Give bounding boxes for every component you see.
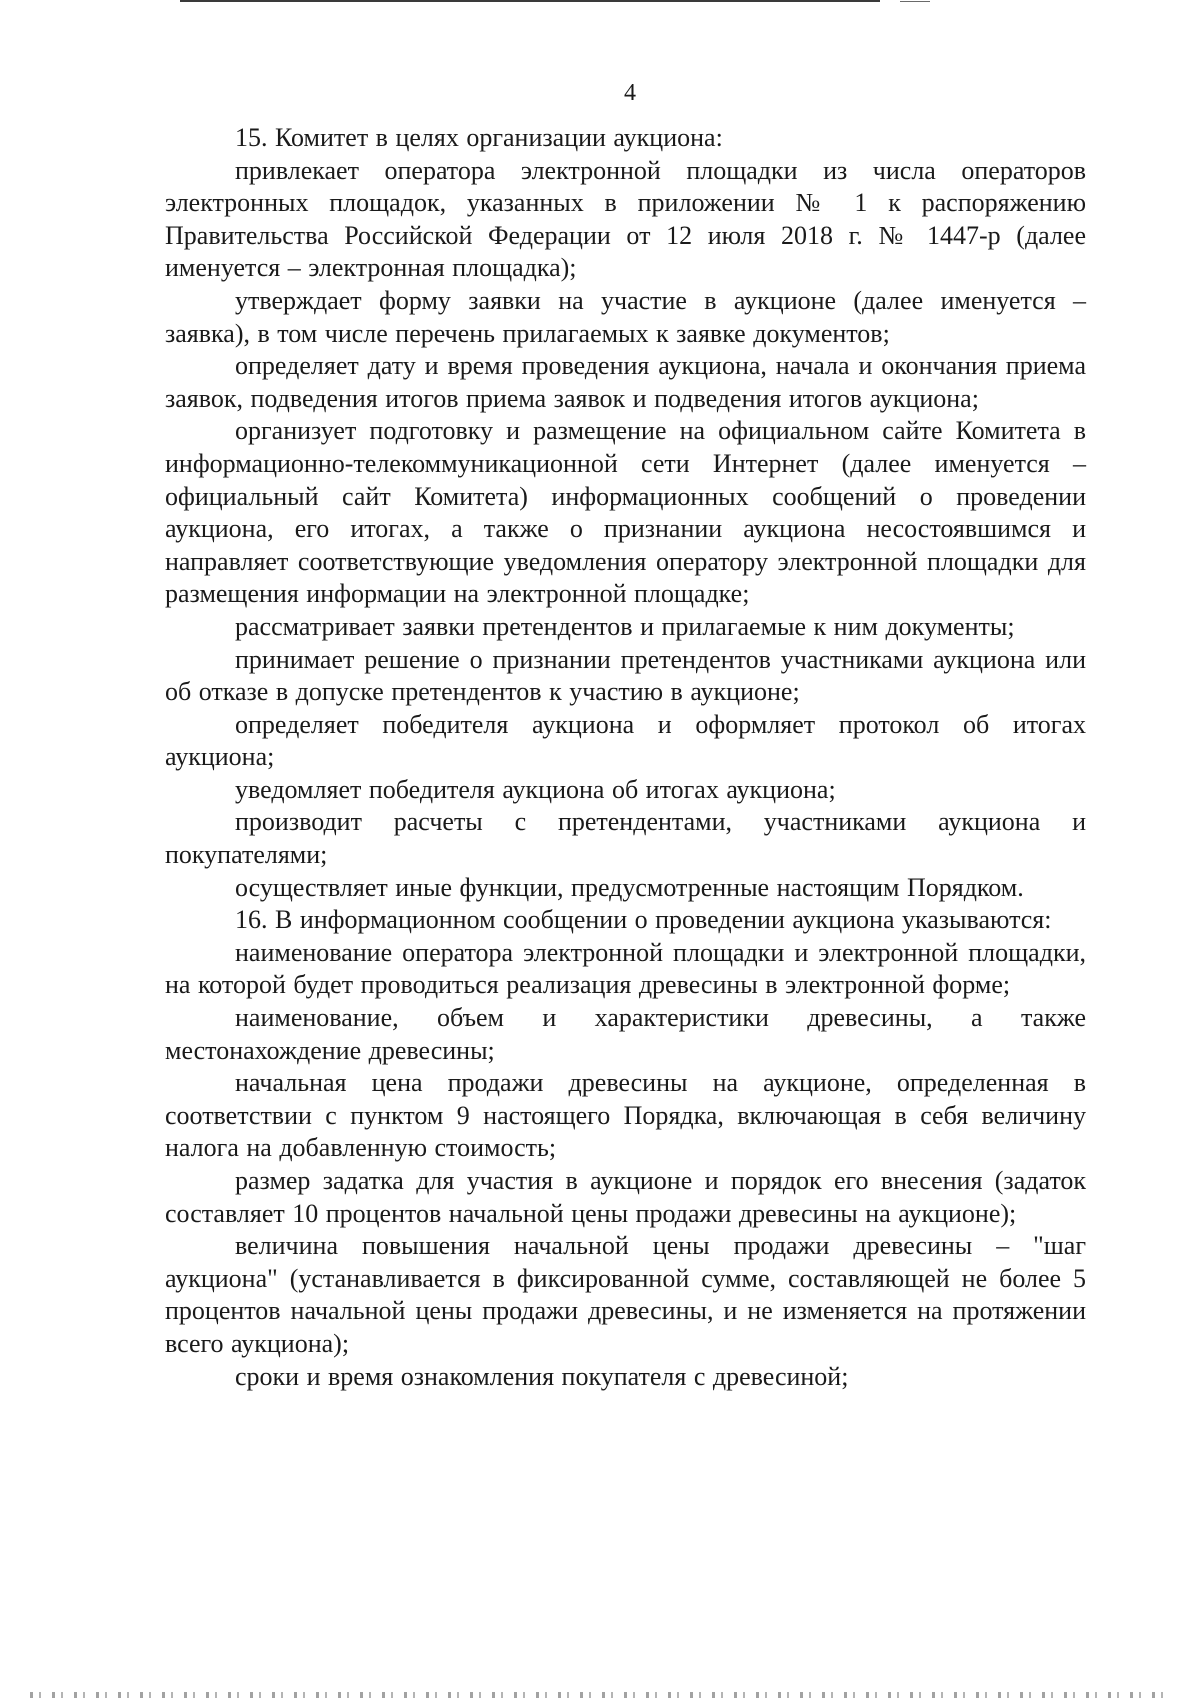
paragraph-wood-characteristics: наименование, объем и характеристики древесины, а также местонахождение древесины; xyxy=(165,1003,1086,1065)
paragraph-item-16: 16. В информационном сообщении о проведении аукциона указываются: xyxy=(235,905,1052,935)
paragraph-other-functions: осуществляет иные функции, предусмотренные настоящим Порядком. xyxy=(235,872,1024,902)
paragraph-settlements: производит расчеты с претендентами, участниками аукциона и покупателями; xyxy=(165,807,1086,870)
paragraph-winner: определяет победителя аукциона и оформляет протокол об итогах аукциона; xyxy=(165,709,1086,772)
scan-edge-top xyxy=(180,0,880,2)
paragraph-item-15: 15. Комитет в целях организации аукциона: xyxy=(235,123,723,152)
paragraph-platform-name: наименование оператора электронной площадки и электронной площадки, на которой будет проводиться реализация древесины в электронной форме; xyxy=(165,937,1086,1000)
paragraph-notify: уведомляет победителя аукциона об итогах аукциона; xyxy=(235,774,836,804)
paragraph-review: рассматривает заявки претендентов и прилагаемые к ним документы; xyxy=(235,611,1015,641)
scan-edge-top-mark xyxy=(900,1,930,2)
paragraph-dates: определяет дату и время проведения аукциона, начала и окончания приема заявок, подведения итогов приема заявок и подведения итогов аукциона; xyxy=(165,351,1086,413)
paragraph-inspection-terms: сроки и время ознакомления покупателя с древесиной; xyxy=(235,1361,849,1391)
paragraph-decision: принимает решение о признании претендентов участниками аукциона или об отказе в допуске претендентов к участию в аукционе; xyxy=(165,644,1086,707)
paragraph-deposit: размер задатка для участия в аукционе и порядок его внесения (задаток составляет 10 процентов начальной цены продажи древесины на аукционе); xyxy=(165,1166,1086,1228)
paragraph-publication: организует подготовку и размещение на официальном сайте Комитета в информационно-телекоммуникационной сети Интернет (далее именуется – официальный сайт Комитета) информационных сообщений о проведении аукциона, его итогах, а также о признании аукциона несостоявшимся и направляет соответствующие уведомления оператору электронной площадки для размещения информации на электронной площадке; xyxy=(165,416,1086,609)
scan-edge-bottom xyxy=(30,1692,1170,1698)
paragraph-operator: привлекает оператора электронной площадки из числа операторов электронных площадок, указанных в приложении № 1 к распоряжению Правительства Российской Федерации от 12 июля 2018 г. № 1447-р (далее именуется – электронная площадка); xyxy=(165,155,1086,283)
page-number: 4 xyxy=(624,80,636,106)
paragraph-starting-price: начальная цена продажи древесины на аукционе, определенная в соответствии с пунктом 9 настоящего Порядка, включающая в себя величину налога на добавленную стоимость; xyxy=(165,1068,1086,1163)
document-body xyxy=(165,122,1086,1393)
paragraph-application-form: утверждает форму заявки на участие в аукционе (далее именуется – заявка), в том числе перечень прилагаемых к заявке документов; xyxy=(165,285,1086,348)
paragraph-auction-step: величина повышения начальной цены продажи древесины – "шаг аукциона" (устанавливается в фиксированной сумме, составляющей не более 5 процентов начальной цены продажи древесины, и не изменяется на протяжении всего аукциона); xyxy=(165,1231,1086,1358)
